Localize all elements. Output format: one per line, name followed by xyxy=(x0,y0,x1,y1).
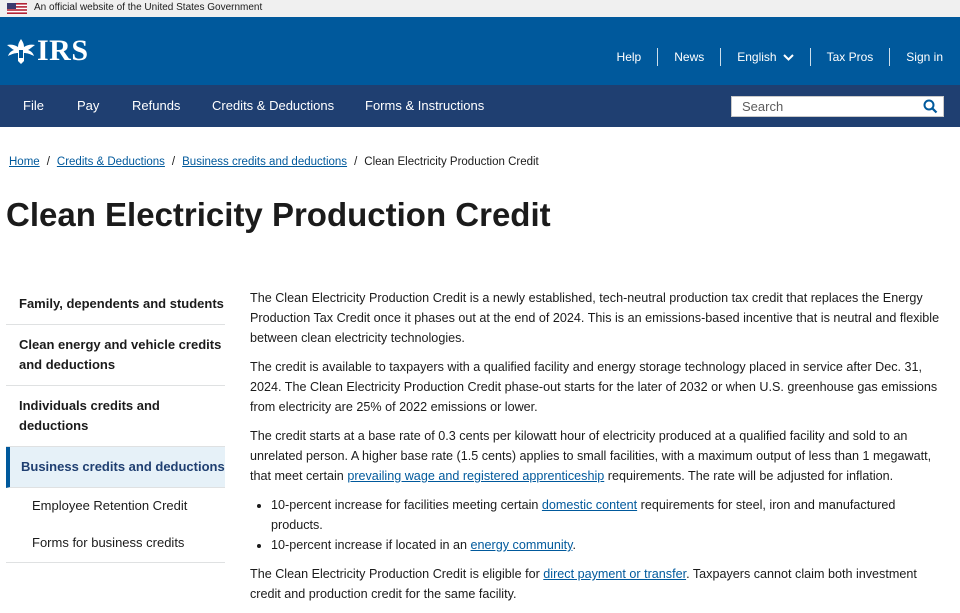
search-box xyxy=(731,96,944,117)
tax-pros-link[interactable]: Tax Pros xyxy=(826,50,874,64)
gov-banner xyxy=(0,0,960,17)
breadcrumb-separator: / xyxy=(46,156,50,168)
nav-pay[interactable]: Pay xyxy=(77,98,100,113)
us-flag-icon xyxy=(7,3,27,14)
breadcrumb-current: Clean Electricity Production Credit xyxy=(364,156,539,168)
paragraph-rate xyxy=(250,426,948,486)
search-icon[interactable] xyxy=(923,99,938,114)
language-label: English xyxy=(737,50,777,64)
breadcrumb-home[interactable]: Home xyxy=(9,156,40,168)
divider xyxy=(720,48,721,66)
text: . Taxpayers cannot claim both investment credit and production credit for the same facility. xyxy=(250,567,917,601)
energy-community-link[interactable]: energy community xyxy=(470,538,573,552)
paragraph-intro: The Clean Electricity Production Credit is a newly established, tech-neutral production tax credit that replaces the Energy Production Tax Credit once it phases out at the end of 2024. This is an emissions-based incentive that is neutral and flexible between clean electricity technologies. xyxy=(250,291,940,345)
divider xyxy=(657,48,658,66)
paragraph-direct-pay xyxy=(250,564,948,604)
nav-credits-deductions[interactable]: Credits & Deductions xyxy=(212,98,335,113)
list-item xyxy=(271,495,948,535)
text: The Clean Electricity Production Credit is eligible for xyxy=(250,567,544,581)
utility-nav xyxy=(601,47,943,67)
list-item xyxy=(271,535,948,555)
language-selector[interactable] xyxy=(721,47,809,67)
text: 10-percent increase for facilities meeting certain xyxy=(271,498,542,512)
site-header xyxy=(0,17,960,85)
irs-logo[interactable] xyxy=(6,35,89,67)
gov-banner-text: An official website of the United States Government xyxy=(34,2,263,13)
logo-text: IRS xyxy=(37,34,89,67)
bonus-list xyxy=(250,495,948,555)
nav-file[interactable]: File xyxy=(23,98,44,113)
breadcrumb-business[interactable]: Business credits and deductions xyxy=(182,156,348,168)
sidebar-subitem-employee-retention[interactable]: Employee Retention Credit xyxy=(32,498,188,513)
news-link[interactable]: News xyxy=(674,50,705,64)
sidebar-subitem-forms[interactable]: Forms for business credits xyxy=(6,525,225,563)
sign-in-link[interactable]: Sign in xyxy=(906,50,943,64)
paragraph-availability: The credit is available to taxpayers with a qualified facility and energy storage technology placed in service after Dec. 31, 2024. The Clean Electricity Production Credit phase-out starts for the later of 2032 or when U.S. greenhouse gas emissions from electricity are 25% of 2022 emissions or lower. xyxy=(250,360,938,414)
breadcrumb xyxy=(9,154,539,170)
sidebar-item-business[interactable]: Business credits and deductions xyxy=(6,447,225,488)
sidebar-item-clean-energy[interactable]: Clean energy and vehicle credits and deductions xyxy=(6,325,225,386)
domestic-content-link[interactable]: domestic content xyxy=(541,498,638,512)
divider xyxy=(810,48,811,66)
text: . xyxy=(572,538,576,552)
breadcrumb-separator: / xyxy=(171,156,176,168)
breadcrumb-credits[interactable]: Credits & Deductions xyxy=(56,156,165,168)
sidebar-item-family[interactable]: Family, dependents and students xyxy=(6,284,225,325)
main-content xyxy=(250,288,948,613)
eagle-icon xyxy=(6,37,36,65)
text: The credit starts at a base rate of 0.3 cents per kilowatt hour of electricity produced at a qualified facility and sold to an unrelated person. A higher base rate (1.5 cents) applies to small facilities, with a maximum output of less than 1 megawatt, that meet certain xyxy=(250,429,932,483)
text: requirements for steel, iron and manufactured products. xyxy=(271,498,896,532)
breadcrumb-separator: / xyxy=(354,156,358,168)
sidebar-item-individuals[interactable]: Individuals credits and deductions xyxy=(6,386,225,447)
divider xyxy=(889,48,890,66)
page-title: Clean Electricity Production Credit xyxy=(6,196,551,233)
nav-refunds[interactable]: Refunds xyxy=(132,98,181,113)
nav-forms-instructions[interactable]: Forms & Instructions xyxy=(365,98,485,113)
search-input[interactable] xyxy=(732,97,922,116)
prevailing-wage-link[interactable]: prevailing wage and registered apprenticeship xyxy=(347,469,605,483)
text: requirements. The rate will be adjusted for inflation. xyxy=(604,469,894,483)
chevron-down-icon xyxy=(783,54,794,61)
sidebar-nav xyxy=(6,284,225,563)
text: 10-percent increase if located in an xyxy=(271,538,471,552)
direct-payment-link[interactable]: direct payment or transfer xyxy=(543,567,687,581)
help-link[interactable]: Help xyxy=(616,50,642,64)
